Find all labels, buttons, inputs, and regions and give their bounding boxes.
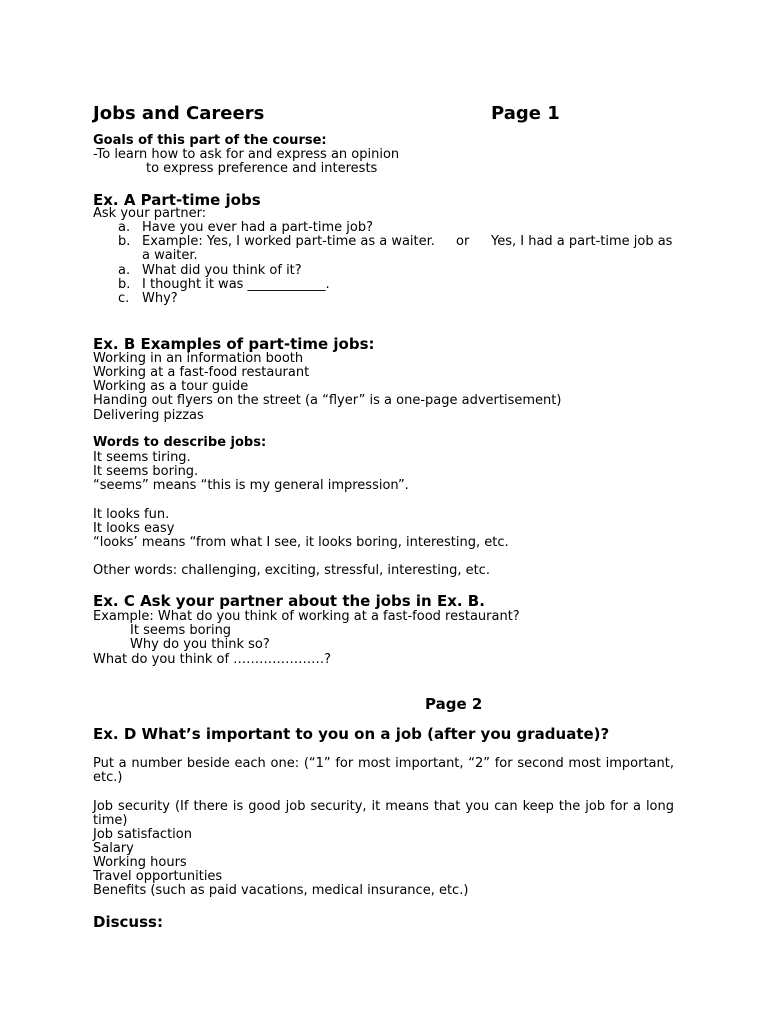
list-text: I thought it was ____________.: [142, 277, 330, 292]
ex-d-item: Travel opportunities: [93, 869, 223, 884]
ex-d-item: Working hours: [93, 855, 187, 870]
ex-d-item: Benefits (such as paid vacations, medical insurance, etc.): [93, 883, 469, 898]
ex-c-reply-2: Why do you think so?: [130, 637, 270, 652]
list-marker: c.: [118, 291, 130, 306]
ex-a-heading: Ex. A Part-time jobs: [93, 191, 261, 209]
ex-a-intro: Ask your partner:: [93, 206, 207, 221]
goals-heading: Goals of this part of the course:: [93, 133, 327, 148]
job-item: Handing out flyers on the street (a “flyer” is a one-page advertisement): [93, 393, 562, 408]
job-item: Working at a fast-food restaurant: [93, 365, 310, 380]
looks-line: It looks easy: [93, 521, 175, 536]
ex-c-heading: Ex. C Ask your partner about the jobs in Ex. B.: [93, 592, 485, 610]
list-marker: a.: [118, 263, 131, 278]
seems-line: It seems boring.: [93, 464, 199, 479]
job-item: Working as a tour guide: [93, 379, 249, 394]
list-text-continued: a waiter.: [142, 248, 198, 263]
goals-line-1: -To learn how to ask for and express an opinion: [93, 147, 400, 162]
job-item: Working in an information booth: [93, 351, 304, 366]
list-text: Why?: [142, 291, 178, 306]
seems-line: “seems” means “this is my general impression”.: [93, 478, 409, 493]
ex-c-reply-1: It seems boring: [130, 623, 232, 638]
list-marker: b.: [118, 234, 131, 249]
words-heading: Words to describe jobs:: [93, 435, 267, 450]
list-text-alt: Yes, I had a part-time job as: [491, 234, 673, 249]
list-text: What did you think of it?: [142, 263, 302, 278]
page-1-label: Page 1: [491, 103, 560, 124]
looks-line: It looks fun.: [93, 507, 170, 522]
other-words: Other words: challenging, exciting, stressful, interesting, etc.: [93, 563, 490, 578]
list-marker: a.: [118, 220, 131, 235]
job-item: Delivering pizzas: [93, 408, 204, 423]
list-text: Have you ever had a part-time job?: [142, 220, 374, 235]
document-title: Jobs and Careers: [93, 103, 265, 124]
list-text: Example: Yes, I worked part-time as a waiter.: [142, 234, 435, 249]
seems-line: It seems tiring.: [93, 450, 191, 465]
goals-line-2: to express preference and interests: [146, 161, 378, 176]
ex-d-heading: Ex. D What’s important to you on a job (after you graduate)?: [93, 725, 610, 743]
discuss-heading: Discuss:: [93, 913, 163, 931]
ex-d-instruction: Put a number beside each one: (“1” for most important, “2” for second most important, etc.): [93, 756, 674, 785]
looks-line: “looks’ means “from what I see, it looks boring, interesting, etc.: [93, 535, 509, 550]
list-marker: b.: [118, 277, 131, 292]
page-2-label: Page 2: [425, 695, 483, 713]
or-word: or: [456, 234, 470, 249]
ex-d-item: Job satisfaction: [93, 827, 192, 842]
ex-c-example: Example: What do you think of working at a fast-food restaurant?: [93, 609, 520, 624]
ex-b-heading: Ex. B Examples of part-time jobs:: [93, 335, 375, 353]
ex-d-job-security: Job security (If there is good job security, it means that you can keep the job for a long time): [93, 799, 674, 828]
ex-c-prompt: What do you think of …………………?: [93, 652, 332, 667]
ex-d-item: Salary: [93, 841, 134, 856]
